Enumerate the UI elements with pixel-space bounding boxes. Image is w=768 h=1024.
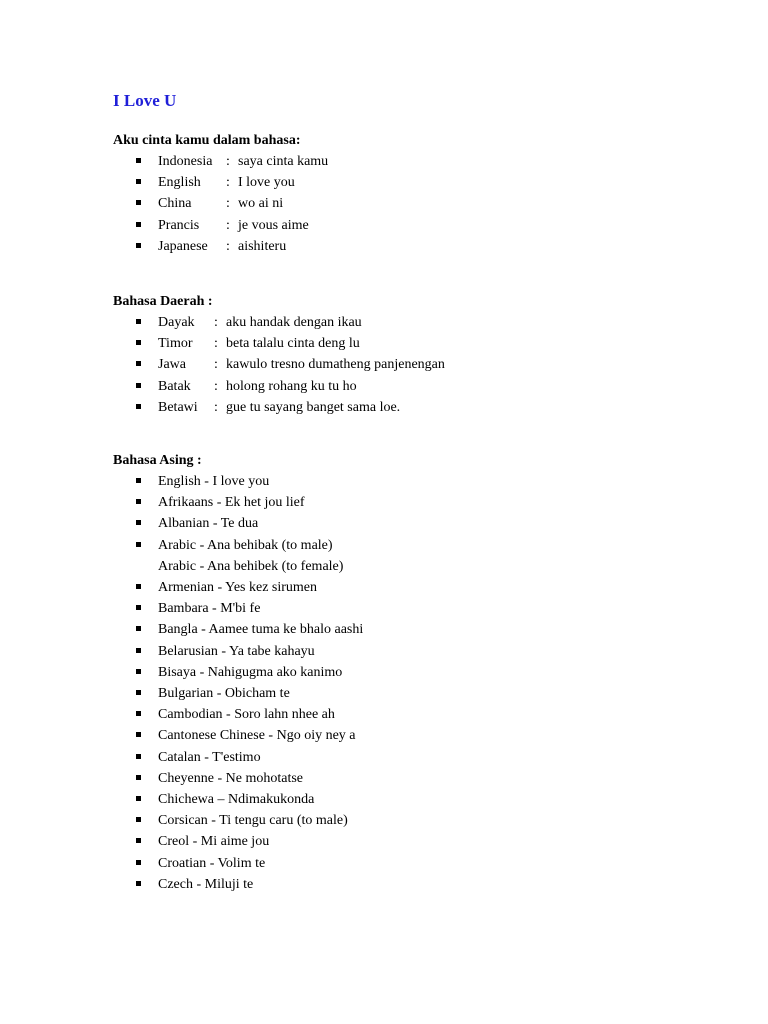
list-item: Armenian - Yes kez sirumen [113,577,363,598]
list-item: Bisaya - Nahigugma ako kanimo [113,662,363,683]
list-item: Bambara - M'bi fe [113,598,363,619]
section-aku-cinta-kamu [113,130,328,257]
list-item: Belarusian - Ya tabe kahayu [113,641,363,662]
section-heading: Bahasa Asing : [113,453,202,468]
language-list [113,312,445,418]
list-item: Cambodian - Soro lahn nhee ah [113,704,363,725]
section-bahasa-daerah [113,291,445,418]
list-item: Dayak : aku handak dengan ikau [113,312,445,333]
list-item: Prancis : je vous aime [113,215,328,236]
list-item: Albanian - Te dua [113,513,363,534]
list-item: Bulgarian - Obicham te [113,683,363,704]
list-item: Jawa : kawulo tresno dumatheng panjenengan [113,354,445,375]
section-heading: Aku cinta kamu dalam bahasa: [113,133,301,148]
list-item: China : wo ai ni [113,193,328,214]
document-title: I Love U [113,91,177,110]
section-heading: Bahasa Daerah : [113,294,213,309]
list-item: Cheyenne - Ne mohotatse [113,768,363,789]
list-item: Japanese : aishiteru [113,236,328,257]
language-list [113,471,363,895]
list-item: Catalan - T'estimo [113,747,363,768]
list-item: Czech - Miluji te [113,874,363,895]
section-bahasa-asing [113,450,363,895]
list-item: Afrikaans - Ek het jou lief [113,492,363,513]
list-item: Corsican - Ti tengu caru (to male) [113,810,363,831]
language-list [113,151,328,257]
list-item: English - I love you [113,471,363,492]
list-item: Bangla - Aamee tuma ke bhalo aashi [113,619,363,640]
list-item: Timor : beta talalu cinta deng lu [113,333,445,354]
list-item: Chichewa – Ndimakukonda [113,789,363,810]
list-item: Indonesia : saya cinta kamu [113,151,328,172]
list-item: Croatian - Volim te [113,853,363,874]
list-item: English : I love you [113,172,328,193]
list-item: Batak : holong rohang ku tu ho [113,376,445,397]
list-item: Creol - Mi aime jou [113,831,363,852]
list-item: Arabic - Ana behibak (to male) Arabic - Ana behibek (to female) [113,535,363,577]
list-item: Cantonese Chinese - Ngo oiy ney a [113,725,363,746]
list-item: Betawi : gue tu sayang banget sama loe. [113,397,445,418]
